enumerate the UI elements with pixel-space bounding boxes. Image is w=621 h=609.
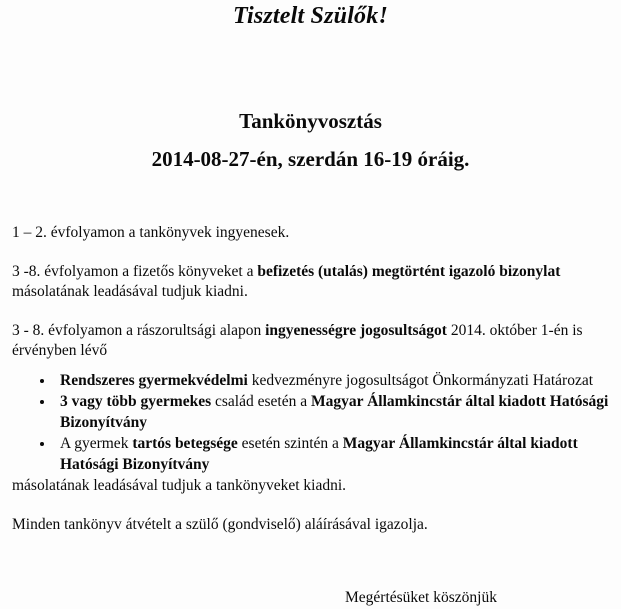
paragraph-paid-textbooks-part1: 3 -8. évfolyamon a fizetős könyveket a: [12, 262, 258, 280]
heading-event-datetime: 2014-08-27-én, szerdán 16-19 óráig.: [151, 147, 470, 171]
document-signoff: [12, 553, 609, 609]
list-item-bold-2: tartós betegsége: [132, 435, 238, 452]
heading-block: [12, 30, 609, 174]
paragraph-free-textbooks-text: 1 – 2. évfolyamon a tankönyvek ingyenesek.: [12, 224, 290, 241]
list-item-bold-1: Rendszeres gyermekvédelmi: [60, 371, 248, 389]
list-item-bold-3: Magyar Államkincstár által kiadott Hatósági Bizonyítvány: [60, 435, 578, 473]
list-item: [12, 392, 609, 433]
eligibility-document-list: [12, 371, 609, 476]
paragraph-paid-textbooks-bold: befizetés (utalás) megtörtént igazoló bizonylat: [257, 262, 561, 280]
list-item: [12, 371, 609, 392]
paragraph-eligibility-bold: ingyenességre jogosultságot: [265, 321, 447, 339]
paragraph-eligibility: [12, 321, 609, 362]
paragraph-signature-required: [12, 515, 609, 536]
paragraph-eligibility-part2: 2014. október 1-én is érvényben lévő: [12, 321, 583, 359]
heading-event-name: Tankönyvosztás: [239, 109, 382, 133]
list-item-text-1: család esetén a: [211, 393, 311, 410]
list-item-text-2: esetén szintén a: [237, 435, 343, 452]
document-body: [12, 174, 609, 609]
list-item-text-1: A gyermek: [60, 435, 133, 452]
paragraph-paid-textbooks-part2: másolatának leadásával tudjuk kiadni.: [12, 283, 248, 300]
list-item: [12, 434, 609, 475]
paragraph-eligibility-part1: 3 - 8. évfolyamon a rászorultsági alapon: [12, 321, 266, 339]
bullet-dot-icon: [40, 442, 44, 446]
paragraph-paid-textbooks: [12, 262, 609, 303]
paragraph-free-textbooks: [12, 223, 609, 244]
document-title: Tisztelt Szülők!: [232, 3, 389, 29]
paragraph-signature-required-text: Minden tankönyv átvételt a szülő (gondviselő) aláírásával igazolja.: [12, 515, 428, 533]
document-signoff-text: Megértésüket köszönjük: [345, 589, 497, 606]
paragraph-copy-submission: [12, 476, 609, 497]
bullet-dot-icon: [40, 379, 44, 383]
bullet-dot-icon: [40, 400, 44, 404]
paragraph-copy-submission-text: másolatának leadásával tudjuk a tankönyveket kiadni.: [12, 477, 346, 494]
list-item-bold-2: Magyar Államkincstár által kiadott Hatósági Bizonyítvány: [60, 393, 609, 431]
list-item-bold-1: 3 vagy több gyermekes: [60, 393, 212, 410]
list-item-text-1: kedvezményre jogosultságot Önkormányzati Határozat: [247, 371, 594, 389]
